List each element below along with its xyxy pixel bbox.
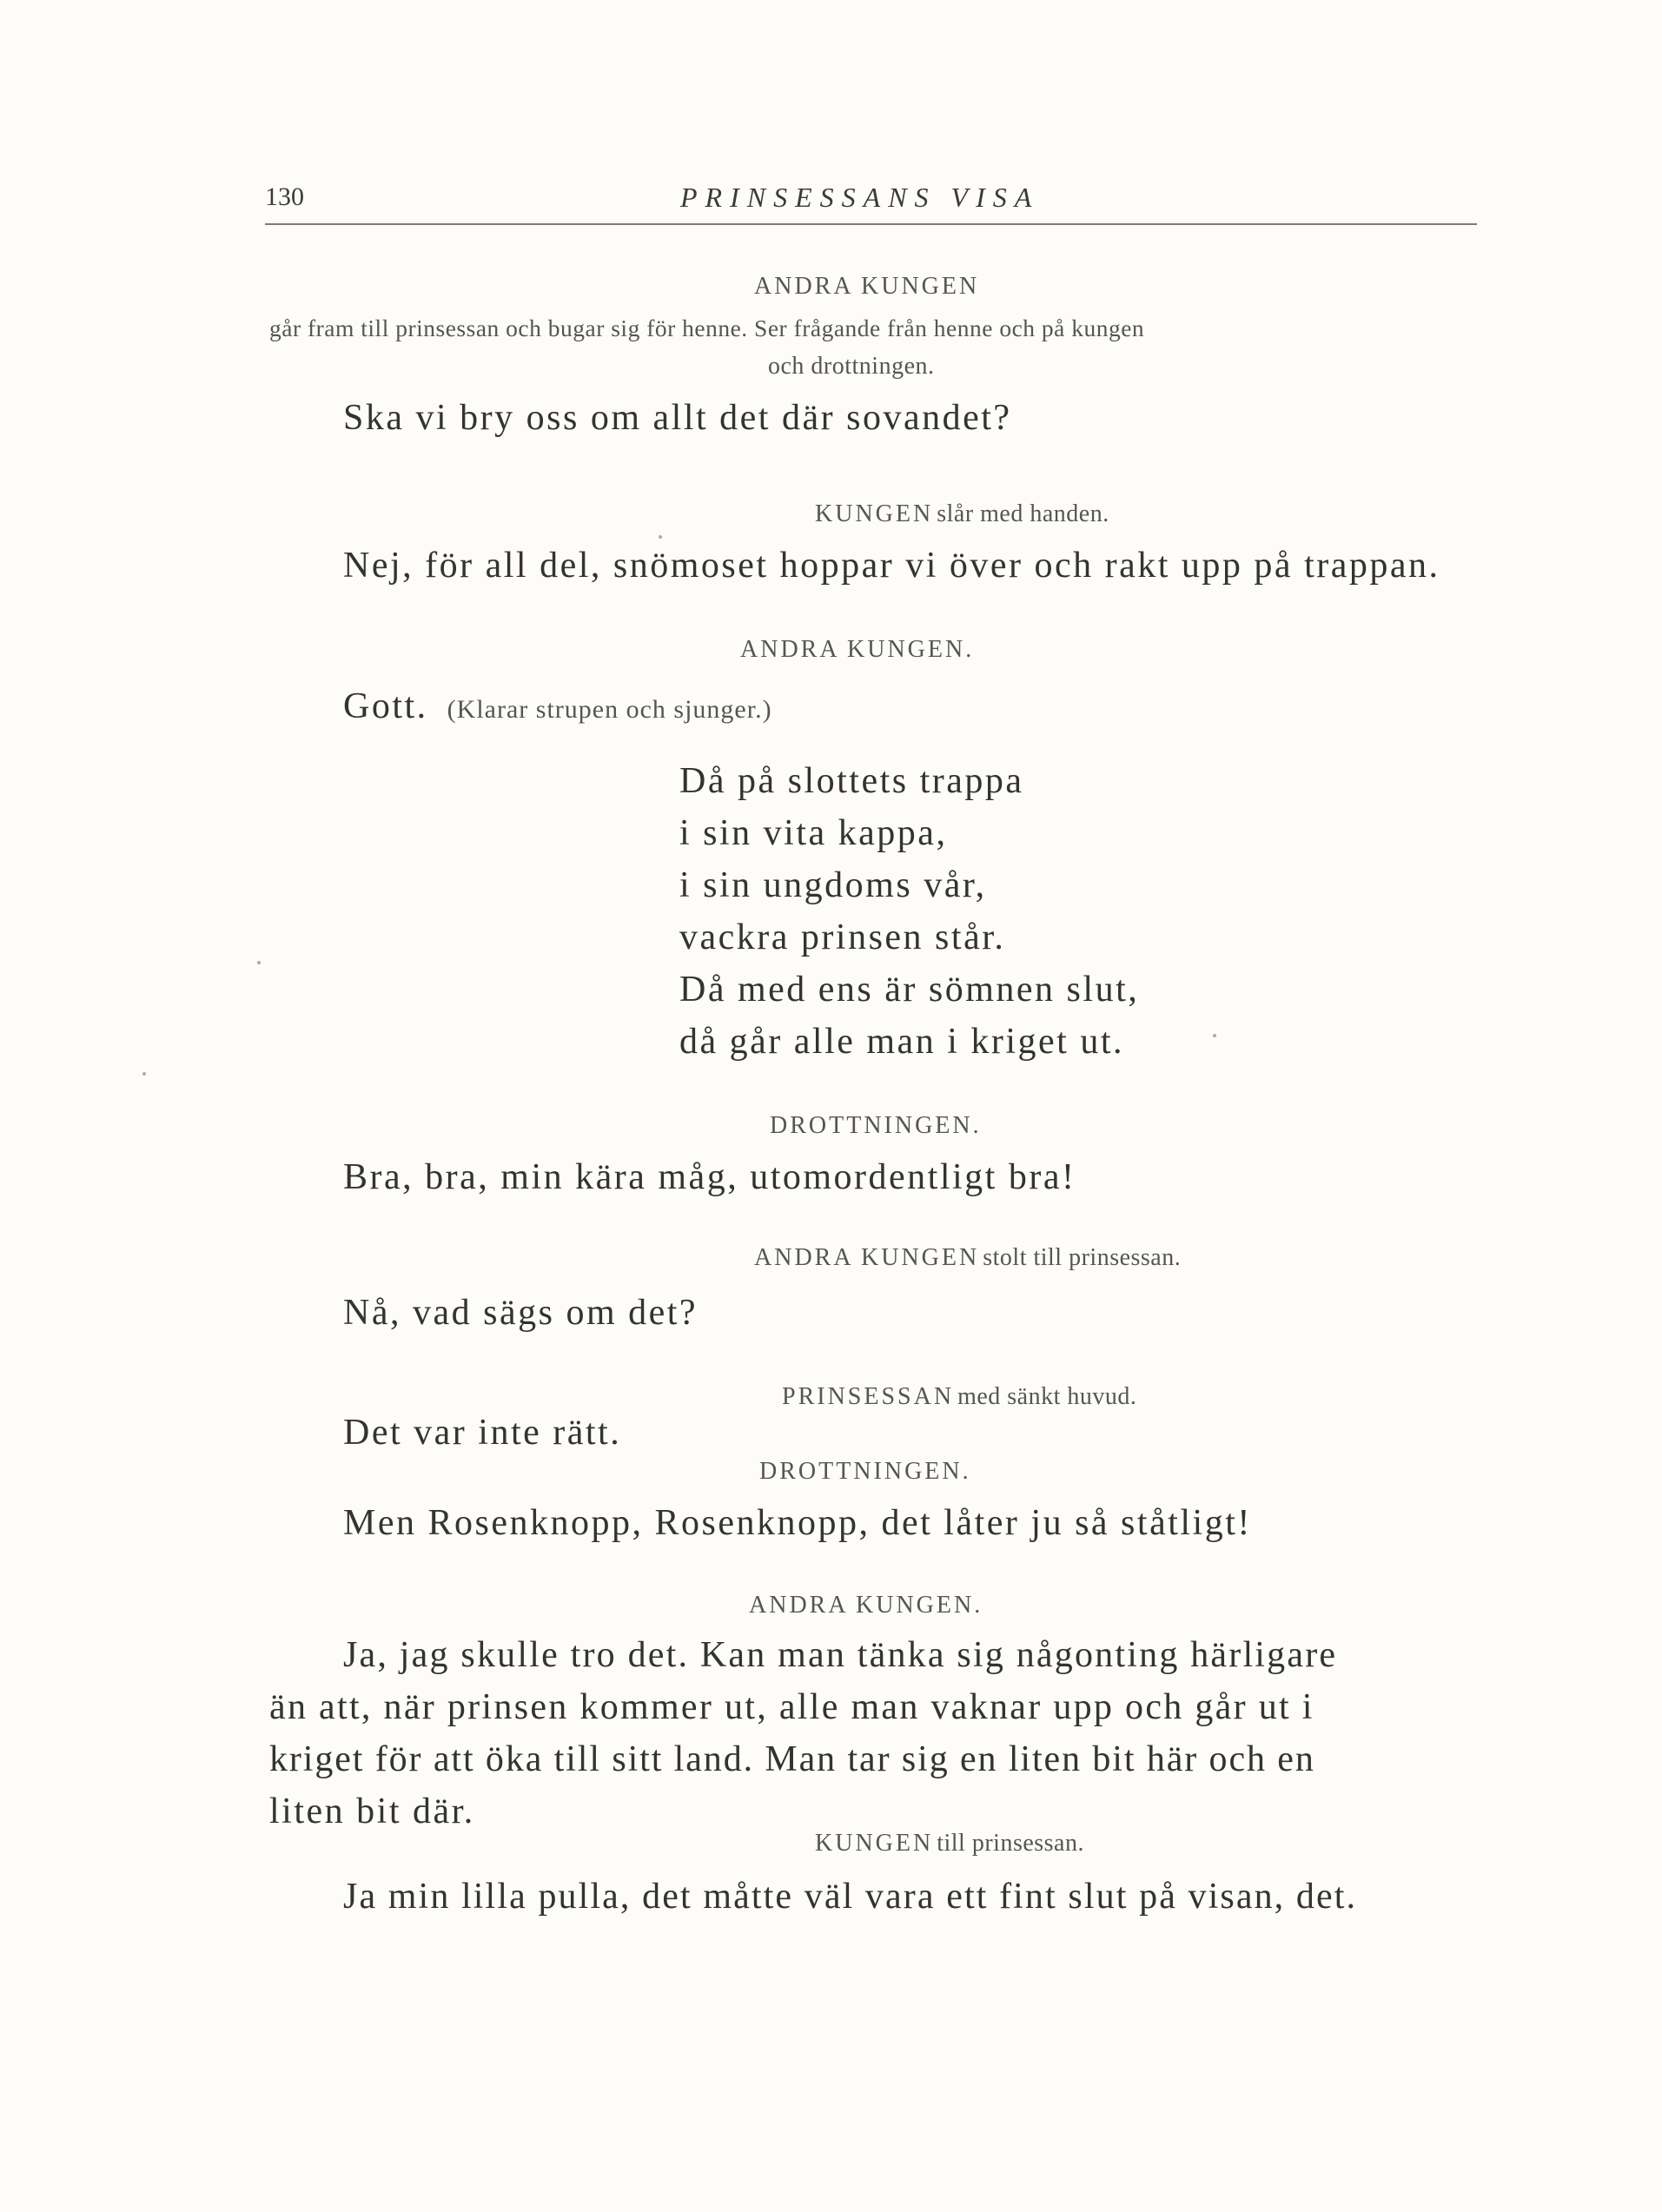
speaker-kungen-2: [815, 1831, 1084, 1856]
dialogue-line: Det var inte rätt.: [343, 1413, 622, 1453]
speaker-name: KUNGEN: [815, 500, 934, 527]
header-rule: [265, 223, 1477, 225]
dialogue-line: Ska vi bry oss om allt det där sovandet?: [343, 398, 1012, 438]
stage-direction-line-2: och drottningen.: [768, 353, 935, 380]
speaker-name: PRINSESSAN: [782, 1383, 955, 1410]
paragraph-line: Ja, jag skulle tro det. Kan man tänka sig någonting härligare: [343, 1635, 1338, 1675]
stage-direction: stolt till prinsessan.: [983, 1244, 1182, 1271]
dialogue-line: Ja min lilla pulla, det måtte väl vara ett fint slut på visan, det.: [343, 1877, 1358, 1917]
stage-direction: till prinsessan.: [937, 1830, 1084, 1857]
dialogue-line: Men Rosenknopp, Rosenknopp, det låter ju så ståtligt!: [343, 1503, 1252, 1543]
paragraph-line: liten bit där.: [269, 1791, 475, 1831]
dialogue-line: Nå, vad sägs om det?: [343, 1293, 699, 1333]
speaker-andra-kungen-2: ANDRA KUNGEN.: [740, 636, 975, 663]
verse-line: Då på slottets trappa: [679, 761, 1024, 801]
paragraph-line: kriget för att öka till sitt land. Man tar sig en liten bit här och en: [269, 1739, 1315, 1779]
dialogue-line: Bra, bra, min kära måg, utomordentligt bra!: [343, 1157, 1076, 1197]
speaker-drottningen-1: DROTTNINGEN.: [770, 1112, 982, 1139]
speaker-andra-kungen-3: [754, 1246, 1181, 1270]
dialogue-line: Nej, för all del, snömoset hoppar vi över och rakt upp på trappan.: [343, 546, 1440, 586]
speaker-prinsessan: [782, 1385, 1136, 1409]
verse-line: i sin ungdoms vår,: [679, 865, 987, 905]
speaker-andra-kungen-1: ANDRA KUNGEN: [754, 273, 980, 300]
print-speck: [1213, 1034, 1216, 1037]
speaker-kungen-1: [815, 502, 1109, 527]
verse-line: Då med ens är sömnen slut,: [679, 970, 1140, 1010]
verse-line: i sin vita kappa,: [679, 813, 948, 853]
stage-direction-line-1: går fram till prinsessan och bugar sig för henne. Ser frågande från henne och på kungen: [269, 315, 1145, 341]
running-title: PRINSESSANS VISA: [680, 182, 1040, 213]
print-speck: [142, 1072, 146, 1076]
verse-line: vackra prinsen står.: [679, 917, 1006, 957]
stage-direction: med sänkt huvud.: [957, 1383, 1137, 1410]
print-speck: [659, 535, 662, 539]
paragraph-line: än att, när prinsen kommer ut, alle man vaknar upp och går ut i: [269, 1687, 1314, 1727]
dialogue-text: Gott.: [343, 686, 428, 726]
speaker-name: KUNGEN: [815, 1830, 934, 1857]
verse-line: då går alle man i kriget ut.: [679, 1022, 1125, 1062]
dialogue-with-stage: [343, 688, 772, 725]
page-number: 130: [265, 182, 304, 211]
stage-direction: (Klarar strupen och sjunger.): [447, 695, 772, 724]
speaker-andra-kungen-4: ANDRA KUNGEN.: [749, 1592, 983, 1619]
stage-direction: slår med handen.: [937, 500, 1109, 527]
speaker-drottningen-2: DROTTNINGEN.: [759, 1458, 971, 1485]
print-speck: [257, 961, 261, 964]
speaker-name: ANDRA KUNGEN: [754, 1244, 980, 1271]
